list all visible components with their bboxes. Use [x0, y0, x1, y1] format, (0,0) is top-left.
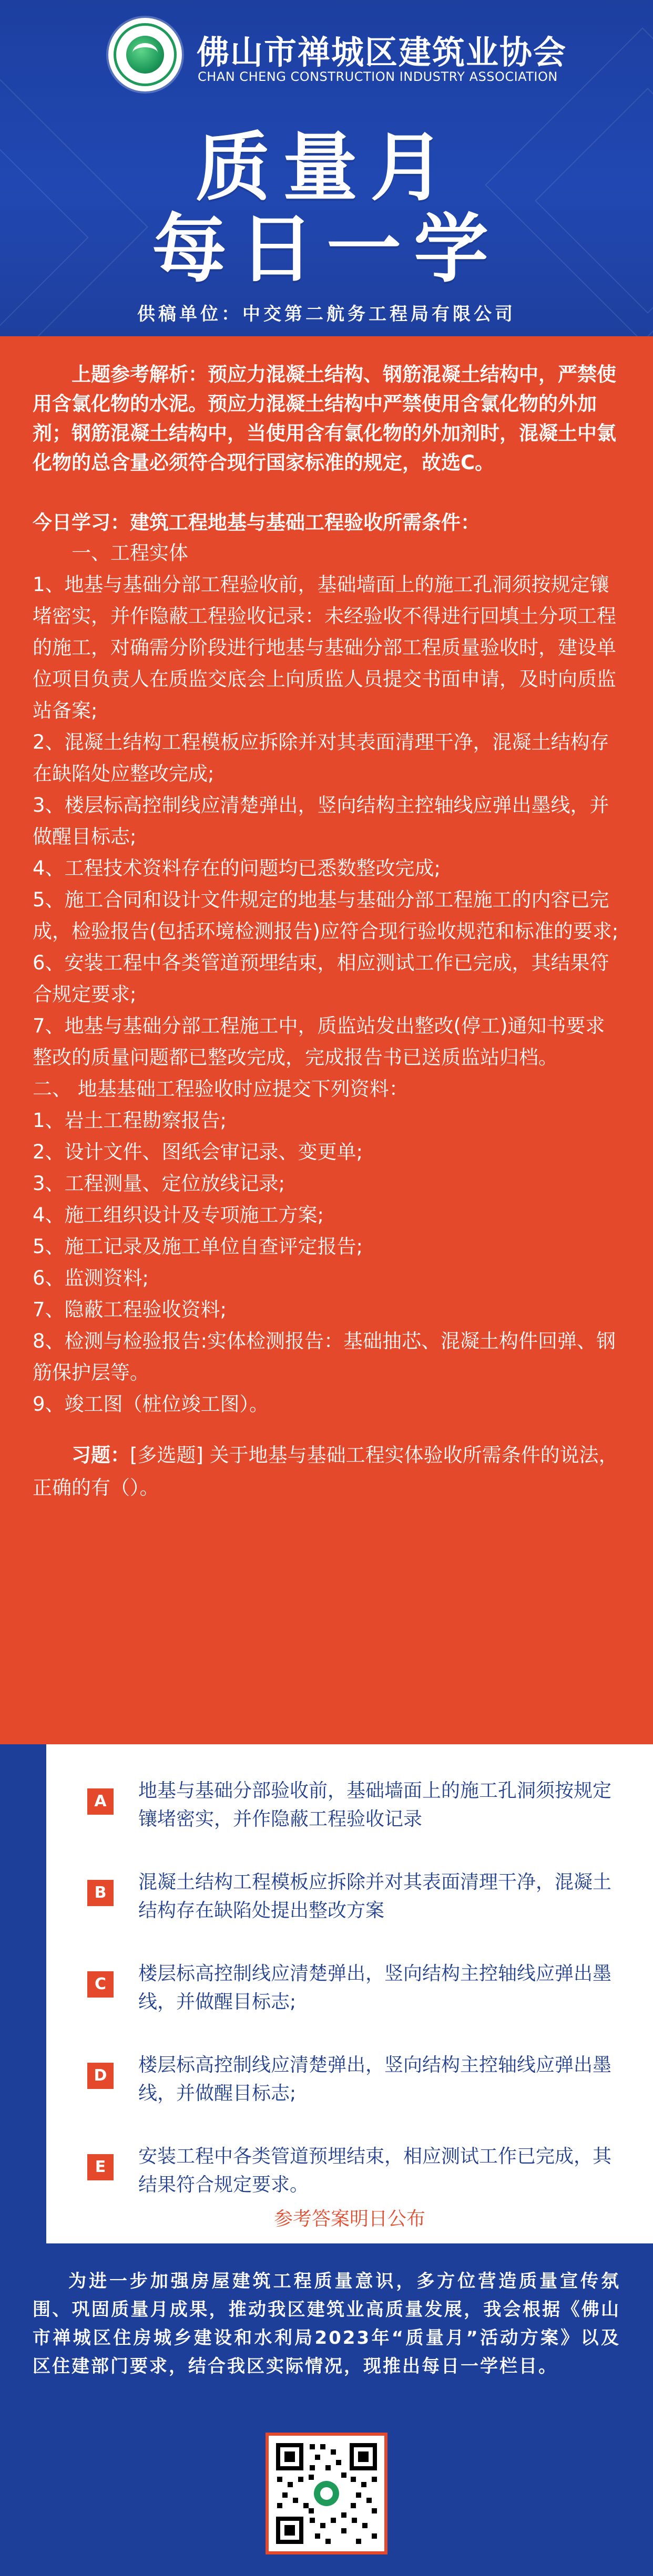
page-title-line1: 质量月	[196, 125, 457, 211]
option-text: 混凝土结构工程模板应拆除并对其表面清理干净，混凝土结构存在缺陷处提出整改方案	[138, 1871, 612, 1921]
section2-item: 5、施工记录及施工单位自查评定报告;	[33, 1235, 363, 1258]
org-brand	[108, 15, 567, 94]
option-text: 安装工程中各类管道预埋结束，相应测试工作已完成，其结果符合规定要求。	[138, 2146, 612, 2196]
option-text: 楼层标高控制线应清楚弹出，竖向结构主控轴线应弹出墨线，并做醒目标志;	[138, 2054, 612, 2104]
lesson-content	[0, 336, 653, 1744]
option-text: 地基与基础分部验收前，基础墙面上的施工孔洞须按规定镶堵密实，并作隐蔽工程验收记录	[138, 1780, 612, 1830]
exercise-question	[33, 1439, 620, 1504]
section2-item: 2、设计文件、图纸会审记录、变更单;	[33, 1141, 363, 1163]
option-letter-badge: C	[87, 1971, 114, 1998]
org-name-cn: 佛山市禅城区建筑业协会	[197, 33, 567, 71]
option-a[interactable]	[46, 1777, 653, 1840]
org-name-en: CHAN CHENG CONSTRUCTION INDUSTRY ASSOCIATION	[198, 69, 558, 84]
section1-item: 1、地基与基础分部工程验收前，基础墙面上的施工孔洞须按规定镶堵密实，并作隐蔽工程验收记录：未经验收不得进行回填土分项工程的施工，对确需分阶段进行地基与基础分部工程质量验收时，建设单位项目负责人在质监交底会上向质监人员提交书面申请，及时向质监站备案;	[33, 573, 616, 722]
today-heading: 今日学习：建筑工程地基与基础工程验收所需条件：	[33, 511, 480, 534]
option-b[interactable]	[46, 1868, 653, 1931]
option-letter-badge: E	[87, 2154, 114, 2180]
section1-item: 2、混凝土结构工程模板应拆除并对其表面清理干净，混凝土结构存在缺陷处应整改完成;	[33, 731, 609, 785]
qr-code-icon	[266, 2433, 387, 2554]
exercise-label: 习题：	[72, 1444, 130, 1466]
exercise-text: [多选题] 关于地基与基础工程实体验收所需条件的说法，正确的有（）。	[33, 1444, 618, 1499]
reference-note: 参考答案明日公布	[273, 2208, 425, 2230]
option-e[interactable]	[46, 2143, 653, 2206]
section2-item: 3、工程测量、定位放线记录;	[33, 1172, 285, 1195]
section1-item: 3、楼层标高控制线应清楚弹出，竖向结构主控轴线应弹出墨线，并做醒目标志;	[33, 794, 609, 848]
option-text: 楼层标高控制线应清楚弹出，竖向结构主控轴线应弹出墨线，并做醒目标志;	[138, 1963, 612, 2013]
qr-pattern	[274, 2441, 379, 2546]
previous-answer: 上题参考解析：预应力混凝土结构、钢筋混凝土结构中，严禁使用含氯化物的水泥。预应力混凝土结构中严禁使用含氯化物的外加剂；钢筋混凝土结构中，当使用含有氯化物的外加剂时，混凝土中氯化物的总含量必须符合现行国家标准的规定，故选C。	[33, 363, 616, 474]
footer-intro: 为进一步加强房屋建筑工程质量意识，多方位营造质量宣传氛围、巩固质量月成果，推动我区建筑业高质量发展，我会根据《佛山市禅城区住房城乡建设和水利局2023年“质量月”活动方案》以及区住建部门要求，结合我区实际情况，现推出每日一学栏目。	[33, 2271, 620, 2377]
association-logo-icon	[108, 18, 182, 91]
section2-item: 4、施工组织设计及专项施工方案;	[33, 1204, 324, 1226]
option-letter-badge: D	[87, 2063, 114, 2089]
section1-item: 4、工程技术资料存在的问题均已悉数整改完成;	[33, 857, 441, 880]
option-c[interactable]	[46, 1960, 653, 2023]
section2-item: 1、岩土工程勘察报告;	[33, 1109, 227, 1132]
section2-item: 8、检测与检验报告:实体检测报告：基础抽芯、混凝土构件回弹、钢筋保护层等。	[33, 1330, 616, 1384]
option-letter-badge: A	[87, 1788, 114, 1815]
section2-item: 6、监测资料;	[33, 1267, 149, 1289]
page-title-line2: 每日一学	[152, 206, 501, 293]
section1-item: 5、施工合同和设计文件规定的地基与基础分部工程施工的内容已完成，检验报告(包括环境检测报告)应符合现行验收规范和标准的要求;	[33, 888, 619, 943]
section1-item: 7、地基与基础分部工程施工中，质监站发出整改(停工)通知书要求整改的质量问题都已整改完成，完成报告书已送质监站归档。	[33, 1015, 605, 1069]
header-banner	[0, 0, 653, 336]
option-letter-badge: B	[87, 1880, 114, 1906]
section2-item: 7、隐蔽工程验收资料;	[33, 1298, 227, 1321]
section1-title: 一、工程实体	[72, 542, 188, 564]
option-d[interactable]	[46, 2051, 653, 2114]
section1-item: 6、安装工程中各类管道预埋结束，相应测试工作已完成，其结果符合规定要求;	[33, 951, 609, 1006]
supplier-line: 供稿单位：中交第二航务工程局有限公司	[137, 304, 516, 325]
section2-item: 9、竣工图（桩位竣工图）。	[33, 1393, 269, 1415]
section2-title: 二、 地基基础工程验收时应提交下列资料：	[33, 1078, 409, 1100]
answer-options	[46, 1744, 653, 2243]
